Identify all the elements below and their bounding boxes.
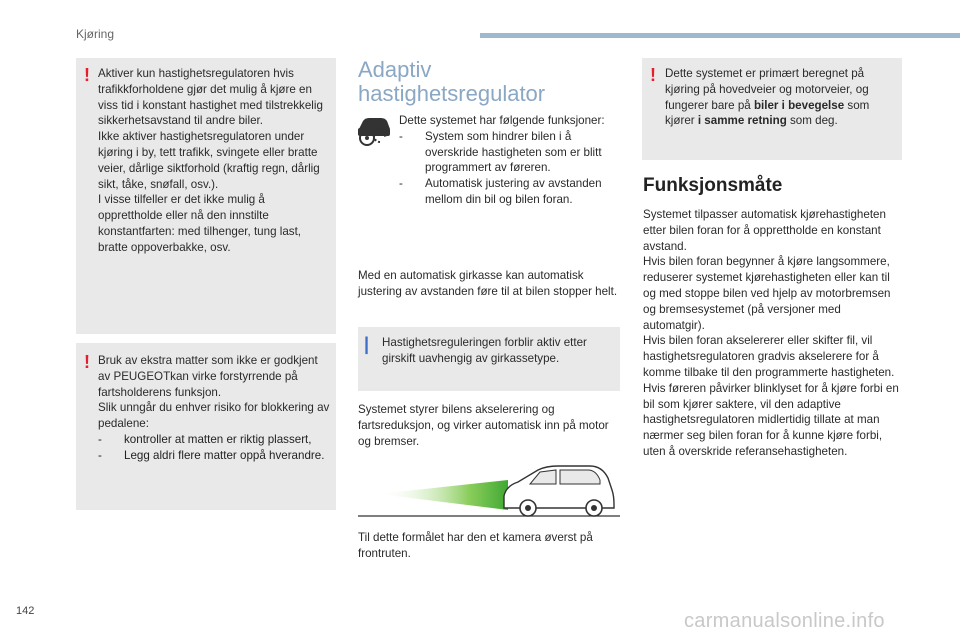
functions-intro: Dette systemet har følgende funksjoner: bbox=[399, 114, 605, 127]
warning-box-3 bbox=[642, 58, 902, 160]
paragraph: Hvis bilen foran akselererer eller skifter fil, vil hastighetsregulatoren gradvis akselerere for å komme tilbake til den programmerte hastigheten. bbox=[643, 334, 895, 379]
car-following-illustration bbox=[358, 460, 620, 520]
warning2-line-1: Bruk av ekstra matter som ikke er godkjent av PEUGEOTkan virke forstyrrende på fartsholderens funksjon. bbox=[98, 354, 318, 399]
functions-block bbox=[399, 113, 621, 208]
page-number: 142 bbox=[16, 605, 35, 617]
function-list bbox=[399, 129, 621, 208]
paragraph: Systemet tilpasser automatisk kjørehastigheten etter bilen foran for å opprettholde en konstant avstand. bbox=[643, 208, 886, 253]
warning1-line-2: Ikke aktiver hastighetsregulatoren under kjøring i by, tett trafikk, svingete eller bratte veier, dårlige siktforhold (kraftig regn, dårlig sikt, tåke, snøfall, osv.). bbox=[98, 130, 320, 191]
list-item: - System som hindrer bilen i å overskride hastigheten som er blitt programmert av føreren. bbox=[399, 129, 621, 176]
adaptive-cruise-icon bbox=[356, 114, 392, 146]
camera-text: Til dette formålet har den et kamera øverst på frontruten. bbox=[358, 531, 593, 560]
section-header-bar bbox=[480, 33, 960, 38]
gearbox-text: Med en automatisk girkasse kan automatisk justering av avstanden føre til at bilen stopper helt. bbox=[358, 269, 618, 298]
warning-exclamation-icon: ! bbox=[84, 352, 90, 372]
warning3-text: Dette systemet er primært beregnet på kjøring på hovedveier og motorveier, og fungerer bare på biler i bevegelse som kjører i samme retning som deg. bbox=[665, 67, 870, 128]
section-heading: Funksjonsmåte bbox=[643, 175, 783, 196]
watermark: carmanualsonline.info bbox=[684, 610, 885, 632]
section-header-label: Kjøring bbox=[76, 27, 115, 41]
control-text: Systemet styrer bilens akselerering og fartsreduksjon, og virker automatisk inn på motor og bremser. bbox=[358, 403, 609, 448]
pedal-checklist bbox=[98, 432, 332, 464]
info-icon: | bbox=[364, 334, 370, 354]
info-box bbox=[358, 327, 620, 391]
warning1-line-1: Aktiver kun hastighetsregulatoren hvis trafikkforholdene gjør det mulig å kjøre en viss tid i konstant hastighet med tilstrekkelig sikkerhetsavstand til andre biler. bbox=[98, 67, 323, 128]
paragraph: Hvis føreren påvirker blinklyset for å kjøre forbi en bil som kjører saktere, vil den adaptive hastighetsregulatoren midlertidig tillate at man nærmer seg bilen foran for å kunne kjøre forbi, uten å overskride referansehastigheten. bbox=[643, 381, 899, 458]
list-item: - Legg aldri flere matter oppå hverandre. bbox=[98, 448, 332, 464]
warning-box-1 bbox=[76, 58, 336, 334]
paragraph: Hvis bilen foran begynner å kjøre langsommere, reduserer systemet kjørehastigheten eller kan til og med stoppe bilen ved hjelp av motorbremsen og bremsesystemet (på versjoner med automatgir). bbox=[643, 255, 891, 332]
warning1-line-3: I visse tilfeller er det ikke mulig å opprettholde eller nå den innstilte konstantfarten: med tilhenger, tung last, bratte oppoverbakke, osv. bbox=[98, 193, 302, 254]
page-title: Adaptiv hastighetsregulator bbox=[358, 57, 546, 106]
warning2-line-2: Slik unngår du enhver risiko for blokkering av pedalene: bbox=[98, 401, 330, 431]
list-item: - Automatisk justering av avstanden mellom din bil og bilen foran. bbox=[399, 176, 621, 208]
warning-exclamation-icon: ! bbox=[84, 65, 90, 85]
warning-box-2 bbox=[76, 343, 336, 510]
info-text: Hastighetsreguleringen forblir aktiv etter girskift uavhengig av girkassetype. bbox=[382, 336, 587, 365]
list-item: - kontroller at matten er riktig plassert, bbox=[98, 432, 332, 448]
warning-exclamation-icon: ! bbox=[650, 65, 656, 85]
function-description bbox=[643, 207, 905, 460]
